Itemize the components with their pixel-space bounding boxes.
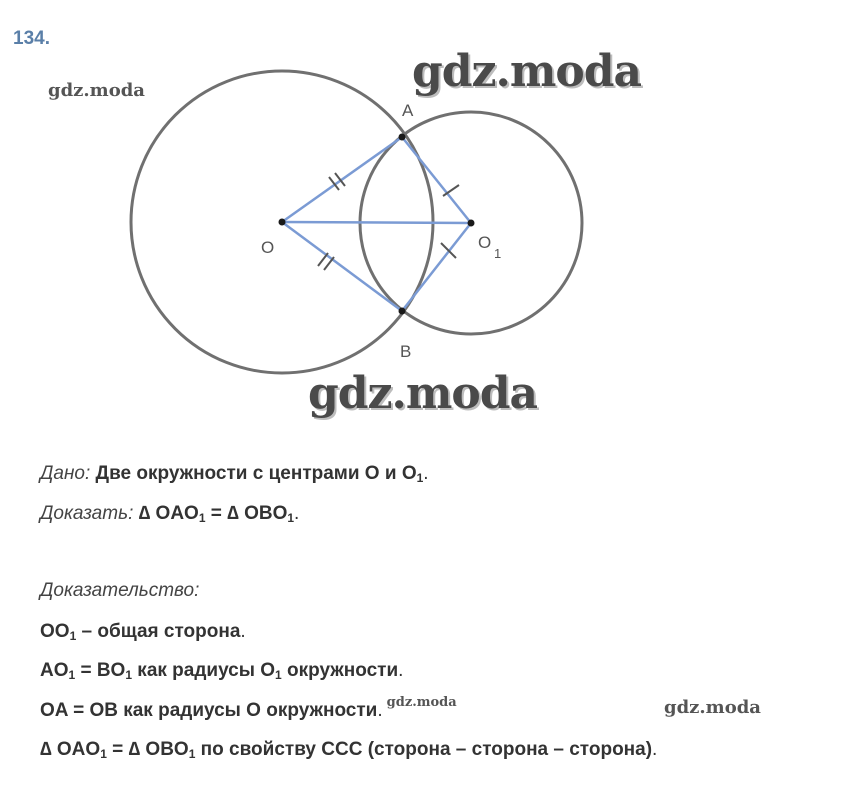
watermark-bottom: gdz.moda	[308, 368, 538, 419]
label-o1: O	[478, 233, 492, 252]
label-a: A	[402, 101, 414, 120]
segment-ob	[282, 222, 402, 311]
watermark-top-left: gdz.moda	[48, 80, 145, 101]
watermark-inline: gdz.moda	[386, 695, 457, 710]
label-o1-sub: 1	[494, 246, 502, 261]
given-label: Дано:	[40, 463, 91, 484]
problem-number: 134.	[13, 28, 50, 49]
point-o	[279, 219, 286, 226]
point-o1	[468, 220, 475, 227]
point-b	[399, 308, 406, 315]
segment-oa	[282, 137, 402, 222]
prove-text: ∆ $OAO_1$ = ∆ $OBO_1$	[138, 503, 295, 525]
segment-bo1	[402, 223, 471, 311]
proof-step-2: $AO_1 = BO_1$ как радиусы $O_1$ окружности.	[40, 660, 404, 682]
given-text: Две окружности с центрами O и $O_1$	[95, 463, 424, 485]
proof-step-1: $OO_1$ – общая сторона.	[40, 621, 246, 643]
point-a	[399, 134, 406, 141]
segment-ao1	[402, 137, 471, 223]
tick-ob	[318, 253, 334, 270]
watermark-right: gdz.moda	[664, 697, 761, 718]
proof-step-3: OA = OB как радиусы O окружности. $^{gdz.moda}$	[40, 695, 457, 721]
prove-label: Доказать:	[40, 503, 134, 524]
given-line: Дано: Две окружности с центрами O и $O_1$.	[40, 463, 429, 485]
proof-label: Доказательство:	[40, 580, 200, 601]
watermark-top: gdz.moda	[412, 46, 642, 97]
label-o: O	[261, 238, 275, 257]
prove-line: Доказать: ∆ $OAO_1$ = ∆ $OBO_1$.	[40, 503, 300, 525]
segment-oo1	[282, 222, 471, 223]
label-b: B	[400, 342, 412, 361]
proof-step-4: ∆ $OAO_1$ = ∆ $OBO_1$ по свойству ССС (сторона – сторона – сторона).	[40, 739, 658, 761]
